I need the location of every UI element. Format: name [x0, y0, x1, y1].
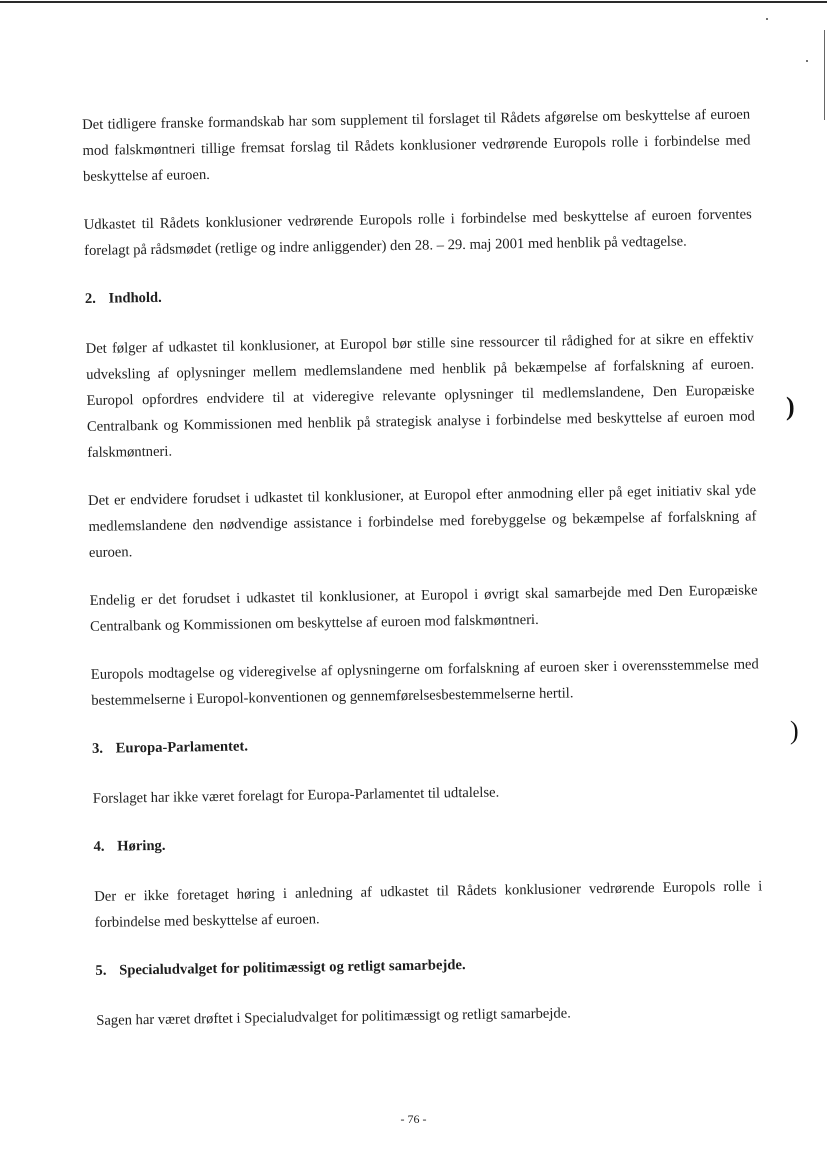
document-body	[82, 102, 765, 1056]
section-paragraph: Der er ikke foretaget høring i anledning af udkastet til Rådets konklusioner vedrørende Europols rolle i forbindelse med beskyttelse af euroen.	[94, 878, 763, 931]
section-paragraph: Sagen har været drøftet i Specialudvalget for politimæssigt og retligt samarbejde.	[96, 1005, 571, 1029]
section-heading: 3. Europa-Parlamentet.	[91, 738, 249, 757]
section-paragraph: Det er endvidere forudset i udkastet til konklusioner, at Europol efter anmodning eller på eget initiativ skal yde medlemslandene den nødvendige assistance i forbindelse med forebyggelse og bekæmpelse af forfalskning af euroen.	[87, 482, 757, 561]
intro-paragraph: Det tidligere franske formandskab har som supplement til forslaget til Rådets afgørelse om beskyttelse af euroen mod falskmøntneri tillige fremsat forslag til Rådets konklusioner vedrørende Europols rolle i forbindelse med beskyttelse af euroen.	[82, 106, 751, 185]
scan-right-edge	[824, 30, 825, 120]
section-paragraph: Endelig er det forudset i udkastet til konklusioner, at Europol i øvrigt skal samarbejde med Den Europæiske Centralbank og Kommissionen om beskyttelse af euroen mod falskmøntneri.	[89, 582, 758, 635]
section-heading: 2. Indhold.	[84, 289, 162, 307]
section-paragraph: Det følger af udkastet til konklusioner, at Europol bør stille sine ressourcer til rådighed for at sikre en effektiv udveksling af oplysninger mellem medlemslandene med henblik på bekæmpelse af forfalskning af euroen. Europol opfordres endvidere til at videregive relevante oplysninger til medlemslandene, Den Europæiske Centralbank og Kommissionen med henblik på strategisk analyse i forbindelse med beskyttelse af euroen mod falskmøntneri.	[85, 330, 755, 461]
section-paragraph: Forslaget har ikke været forelagt for Europa-Parlamentet til udtalelse.	[92, 784, 500, 807]
section-heading: 5. Specialudvalget for politimæssigt og retligt samarbejde.	[95, 957, 466, 979]
section-paragraph: Europols modtagelse og videregivelse af oplysningerne om forfalskning af euroen sker i overensstemmelse med bestemmelserne i Europol-konventionen og gennemførelsesbestemmelserne hertil.	[90, 656, 759, 709]
page-number: - 76 -	[400, 1112, 427, 1126]
intro-paragraph: Udkastet til Rådets konklusioner vedrørende Europols rolle i forbindelse med beskyttelse af euroen forventes forelagt på rådsmødet (retlige og indre anliggender) den 28. – 29. maj 2001 med henblik på vedtagelse.	[83, 206, 752, 259]
margin-mark: )	[786, 392, 795, 421]
scan-top-edge	[0, 1, 827, 3]
section-heading: 4. Høring.	[93, 837, 166, 855]
scan-speck	[766, 18, 768, 20]
margin-mark: )	[790, 716, 799, 745]
scan-speck	[806, 60, 808, 62]
